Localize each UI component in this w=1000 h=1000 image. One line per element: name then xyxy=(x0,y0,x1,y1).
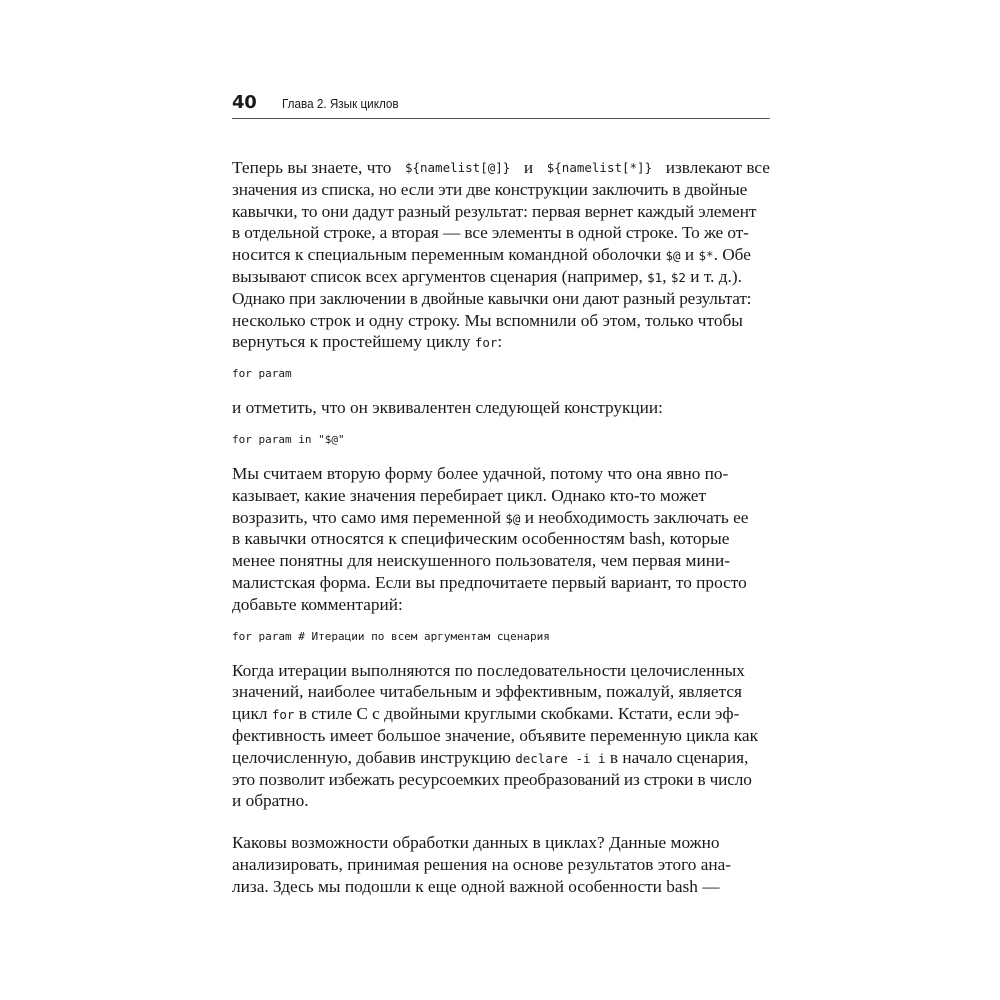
body-text xyxy=(232,157,770,898)
code-block: for param xyxy=(232,367,292,381)
text-line: в кавычки относятся к специфическим особенностям bash, которые xyxy=(232,529,730,549)
text-line: лиза. Здесь мы подошли к еще одной важной особенности bash — xyxy=(232,876,720,896)
paragraph-2 xyxy=(232,397,770,419)
text-line: значений, наиболее читабельным и эффективным, пожалуй, является xyxy=(232,682,742,702)
inline-code: for xyxy=(271,707,295,723)
text-line: фективность имеет большое значение, объявите переменную цикла как xyxy=(232,725,758,745)
text-line: Однако при заключении в двойные кавычки они дают разный результат: xyxy=(232,288,752,308)
text-line: Мы считаем вторую форму более удачной, потому что она явно по- xyxy=(232,463,729,483)
text-line: Когда итерации выполняются по последовательности целочисленных xyxy=(232,660,745,680)
inline-code: declare -i i xyxy=(515,750,606,766)
text-line: целочисленную, добавив инструкцию declare -i i в начало сценария, xyxy=(232,747,749,767)
inline-code: $@ xyxy=(505,510,521,526)
text-line: и отметить, что он эквивалентен следующей конструкции: xyxy=(232,398,663,418)
inline-code: for xyxy=(474,335,498,351)
paragraph-1 xyxy=(232,157,770,353)
inline-code: $@ xyxy=(665,248,681,264)
text-line: казывает, какие значения перебирает цикл. Однако кто-то может xyxy=(232,485,706,505)
text-line: и обратно. xyxy=(232,791,309,811)
page-number: 40 xyxy=(232,92,257,113)
paragraph-4 xyxy=(232,660,770,813)
text-line: вызывают список всех аргументов сценария (например, $1, $2 и т. д.). xyxy=(232,266,742,286)
text-line: цикл for в стиле C с двойными круглыми скобками. Кстати, если эф- xyxy=(232,704,740,724)
running-head xyxy=(232,92,770,119)
paragraph-5 xyxy=(232,832,770,897)
text-line: Каковы возможности обработки данных в циклах? Данные можно xyxy=(232,833,720,853)
text-line: возразить, что само имя переменной $@ и необходимость заключать ее xyxy=(232,507,749,527)
text-line: добавьте комментарий: xyxy=(232,594,403,614)
code-block: for param # Итерации по всем аргументам сценария xyxy=(232,629,550,643)
book-page xyxy=(232,92,770,898)
paragraph-3 xyxy=(232,463,770,616)
text-line: вернуться к простейшему циклу for: xyxy=(232,332,503,352)
text-line: в отдельной строке, а вторая — все элементы в одной строке. То же от- xyxy=(232,223,749,243)
inline-code: ${namelist[*]} xyxy=(546,160,653,175)
text-line: Теперь вы знаете, что ${namelist[@]} и ${namelist[*]} извлекают все xyxy=(232,158,770,177)
text-line: анализировать, принимая решения на основе результатов этого ана- xyxy=(232,854,732,874)
inline-code: $1 xyxy=(647,269,663,285)
inline-code: $2 xyxy=(670,269,686,285)
text-line: менее понятны для неискушенного пользователя, чем первая мини- xyxy=(232,551,730,571)
text-line: кавычки, то они дадут разный результат: первая вернет каждый элемент xyxy=(232,201,757,221)
text-line: это позволит избежать ресурсоемких преобразований из строки в число xyxy=(232,769,752,789)
text-line: значения из списка, но если эти две конструкции заключить в двойные xyxy=(232,179,748,199)
text-line: малистская форма. Если вы предпочитаете первый вариант, то просто xyxy=(232,572,747,592)
text-line: несколько строк и одну строку. Мы вспомнили об этом, только чтобы xyxy=(232,310,743,330)
inline-code: ${namelist[@]} xyxy=(404,160,511,175)
chapter-title: Глава 2. Язык циклов xyxy=(282,96,399,111)
text-line: носится к специальным переменным командной оболочки $@ и $*. Обе xyxy=(232,245,751,265)
inline-code: $* xyxy=(698,248,714,264)
code-block: for param in "$@" xyxy=(232,432,345,446)
